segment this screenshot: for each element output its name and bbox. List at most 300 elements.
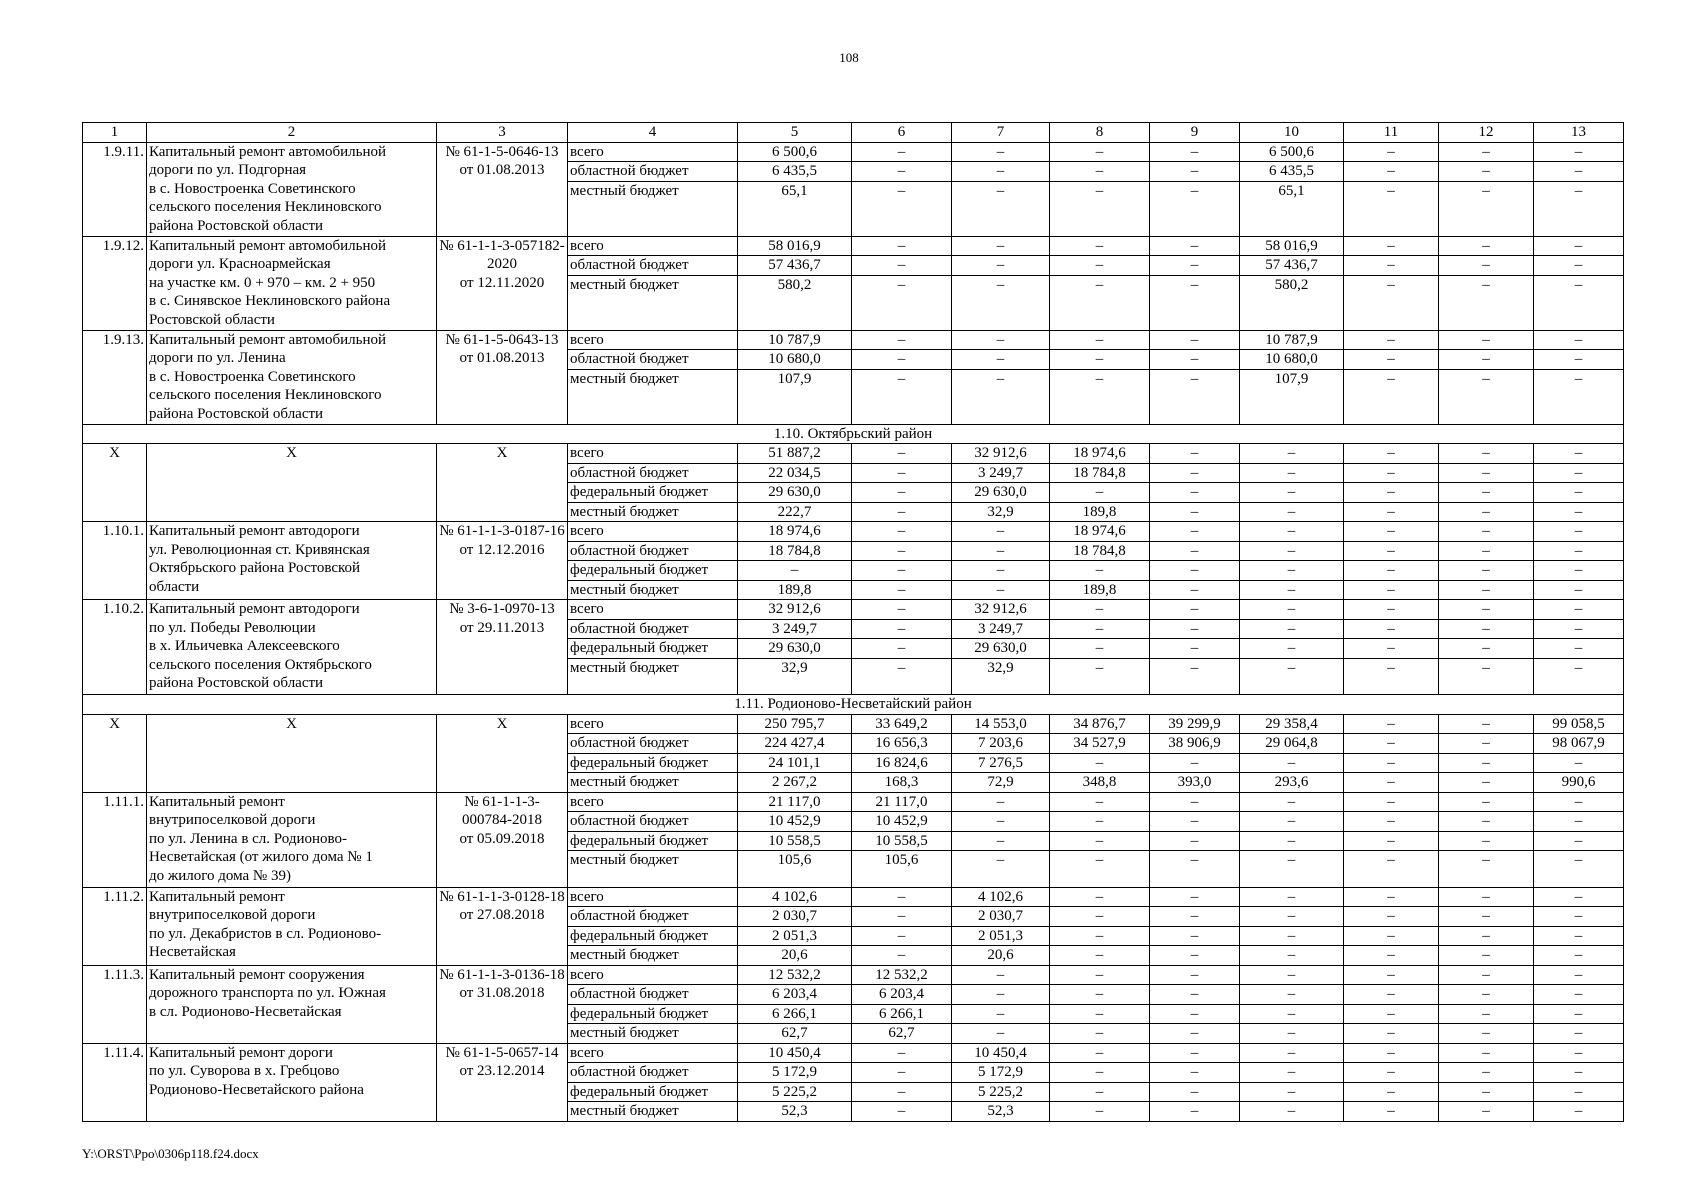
item-name-line: дорожного транспорта по ул. Южная	[149, 985, 386, 1001]
table-row	[83, 600, 1624, 620]
amount-cell: –	[1050, 619, 1150, 639]
amount-cell: –	[1534, 561, 1624, 581]
column-number: 11	[1344, 123, 1439, 143]
amount-cell: –	[1344, 561, 1439, 581]
item-document-line: от 31.08.2018	[459, 985, 545, 1001]
amount-cell: –	[1439, 658, 1534, 695]
amount-cell: –	[1439, 600, 1534, 620]
amount-cell: –	[1534, 619, 1624, 639]
amount-cell: –	[1344, 946, 1439, 966]
amount-cell: –	[1344, 580, 1439, 600]
item-name	[147, 714, 437, 792]
amount-cell: –	[1439, 1004, 1534, 1024]
amount-cell: 5 172,9	[738, 1063, 852, 1083]
amount-cell: –	[852, 142, 952, 162]
amount-cell: 6 203,4	[852, 985, 952, 1005]
amount-cell: 98 067,9	[1534, 734, 1624, 754]
amount-cell: –	[1534, 444, 1624, 464]
funding-type: всего	[568, 714, 738, 734]
column-number: 1	[83, 123, 147, 143]
funding-type: федеральный бюджет	[568, 561, 738, 581]
amount-cell: –	[1439, 350, 1534, 370]
amount-cell: 20,6	[738, 946, 852, 966]
item-name-line: Несветайская	[149, 944, 236, 960]
amount-cell: –	[1150, 181, 1240, 236]
column-number: 4	[568, 123, 738, 143]
amount-cell: –	[1439, 812, 1534, 832]
amount-cell: –	[1150, 792, 1240, 812]
amount-cell: –	[1534, 181, 1624, 236]
amount-cell: –	[1150, 502, 1240, 522]
amount-cell: –	[1240, 753, 1344, 773]
amount-cell: 51 887,2	[738, 444, 852, 464]
amount-cell: 2 030,7	[738, 907, 852, 927]
amount-cell: –	[1439, 1063, 1534, 1083]
amount-cell: 168,3	[852, 773, 952, 793]
amount-cell: –	[852, 502, 952, 522]
table-row	[83, 1043, 1624, 1063]
amount-cell: –	[1150, 1004, 1240, 1024]
item-name-line: Ростовской области	[149, 311, 275, 328]
amount-cell: –	[1240, 887, 1344, 907]
column-number: 5	[738, 123, 852, 143]
amount-cell: –	[1050, 350, 1150, 370]
amount-cell: –	[1439, 946, 1534, 966]
amount-cell: –	[1439, 502, 1534, 522]
amount-cell: 22 034,5	[738, 463, 852, 483]
item-id: 1.10.2.	[83, 600, 147, 695]
amount-cell: –	[852, 350, 952, 370]
amount-cell: –	[1150, 142, 1240, 162]
amount-cell: –	[1150, 561, 1240, 581]
section-row	[83, 695, 1624, 715]
item-document-line: № 61-1-1-3-0136-18	[439, 966, 565, 983]
item-document	[437, 887, 568, 965]
item-name	[147, 887, 437, 965]
amount-cell: –	[852, 541, 952, 561]
item-document	[437, 142, 568, 236]
amount-cell: –	[1344, 522, 1439, 542]
table-row	[83, 444, 1624, 464]
amount-cell: 5 225,2	[952, 1082, 1050, 1102]
amount-cell: 65,1	[738, 181, 852, 236]
item-document	[437, 444, 568, 522]
amount-cell: –	[1150, 965, 1240, 985]
amount-cell: –	[1534, 658, 1624, 695]
funding-type: областной бюджет	[568, 256, 738, 276]
amount-cell: –	[1240, 561, 1344, 581]
amount-cell: –	[1344, 256, 1439, 276]
section-row	[83, 424, 1624, 444]
amount-cell: 18 784,8	[1050, 541, 1150, 561]
amount-cell: –	[952, 142, 1050, 162]
table-row	[83, 965, 1624, 985]
amount-cell: 189,8	[1050, 580, 1150, 600]
item-name-line: по ул. Декабристов в сл. Родионово-	[149, 925, 382, 942]
funding-type: местный бюджет	[568, 369, 738, 424]
amount-cell: –	[1344, 1063, 1439, 1083]
amount-cell: 29 630,0	[738, 483, 852, 503]
amount-cell: –	[1150, 851, 1240, 888]
item-document-line: № 61-1-1-3-057182-	[439, 237, 565, 254]
amount-cell: –	[1439, 907, 1534, 927]
amount-cell: 10 558,5	[738, 831, 852, 851]
item-name-line: района Ростовской области	[149, 405, 324, 422]
amount-cell: –	[1240, 1004, 1344, 1024]
amount-cell: 72,9	[952, 773, 1050, 793]
funding-type: областной бюджет	[568, 907, 738, 927]
item-name-line: ул. Революционная ст. Кривянская	[149, 541, 370, 558]
amount-cell: –	[1150, 1024, 1240, 1044]
amount-cell: 32,9	[952, 502, 1050, 522]
item-name-line: Октябрьского района Ростовской	[149, 560, 361, 576]
amount-cell: –	[852, 444, 952, 464]
amount-cell: –	[1534, 502, 1624, 522]
amount-cell: –	[1344, 181, 1439, 236]
amount-cell: –	[852, 369, 952, 424]
amount-cell: –	[1344, 1004, 1439, 1024]
amount-cell: –	[1344, 792, 1439, 812]
funding-type: всего	[568, 444, 738, 464]
funding-type: всего	[568, 236, 738, 256]
amount-cell: –	[1240, 1102, 1344, 1122]
amount-cell: –	[1240, 541, 1344, 561]
item-document-line: от 01.08.2013	[459, 162, 545, 178]
amount-cell: –	[1534, 887, 1624, 907]
funding-type: федеральный бюджет	[568, 831, 738, 851]
amount-cell: 189,8	[1050, 502, 1150, 522]
table-row	[83, 142, 1624, 162]
amount-cell: –	[1050, 181, 1150, 236]
amount-cell: –	[1150, 444, 1240, 464]
amount-cell: –	[1240, 619, 1344, 639]
item-document-line: № 61-1-1-3-0128-18	[439, 888, 565, 905]
amount-cell: –	[1534, 600, 1624, 620]
amount-cell: –	[1344, 1043, 1439, 1063]
amount-cell: –	[1534, 1004, 1624, 1024]
amount-cell: –	[1240, 926, 1344, 946]
amount-cell: –	[1150, 619, 1240, 639]
amount-cell: 20,6	[952, 946, 1050, 966]
amount-cell: –	[1150, 639, 1240, 659]
item-name	[147, 522, 437, 600]
item-document	[437, 330, 568, 424]
item-document	[437, 600, 568, 695]
amount-cell: 10 787,9	[1240, 330, 1344, 350]
item-document	[437, 522, 568, 600]
column-number: 13	[1534, 123, 1624, 143]
funding-type: всего	[568, 142, 738, 162]
amount-cell: –	[1439, 369, 1534, 424]
funding-type: областной бюджет	[568, 541, 738, 561]
amount-cell: 990,6	[1534, 773, 1624, 793]
amount-cell: –	[1534, 965, 1624, 985]
amount-cell: –	[1534, 1102, 1624, 1122]
amount-cell: 21 117,0	[738, 792, 852, 812]
amount-cell: 10 680,0	[1240, 350, 1344, 370]
item-id: 1.11.1.	[83, 792, 147, 887]
amount-cell: –	[1150, 946, 1240, 966]
table-row	[83, 236, 1624, 256]
amount-cell: –	[952, 275, 1050, 330]
funding-type: местный бюджет	[568, 946, 738, 966]
amount-cell: –	[1344, 926, 1439, 946]
amount-cell: –	[1240, 483, 1344, 503]
amount-cell: –	[1439, 619, 1534, 639]
amount-cell: –	[1050, 330, 1150, 350]
amount-cell: 12 532,2	[852, 965, 952, 985]
amount-cell: 34 527,9	[1050, 734, 1150, 754]
amount-cell: –	[1150, 926, 1240, 946]
item-document	[437, 1043, 568, 1121]
item-name-line: по ул. Суворова в х. Гребцово	[149, 1063, 340, 1079]
amount-cell: –	[1439, 1082, 1534, 1102]
amount-cell: –	[852, 181, 952, 236]
amount-cell: –	[1534, 275, 1624, 330]
amount-cell: 29 064,8	[1240, 734, 1344, 754]
amount-cell: 57 436,7	[1240, 256, 1344, 276]
item-name-line: области	[149, 578, 200, 595]
amount-cell: –	[1344, 907, 1439, 927]
amount-cell: –	[1344, 831, 1439, 851]
amount-cell: –	[1150, 483, 1240, 503]
amount-cell: 14 553,0	[952, 714, 1050, 734]
item-document-line: от 12.12.2016	[459, 541, 545, 558]
item-name	[147, 792, 437, 887]
amount-cell: 3 249,7	[952, 619, 1050, 639]
amount-cell: –	[1150, 541, 1240, 561]
funding-type: местный бюджет	[568, 1102, 738, 1122]
amount-cell: –	[852, 1082, 952, 1102]
amount-cell: –	[1439, 734, 1534, 754]
amount-cell: –	[1344, 444, 1439, 464]
item-name-line: Капитальный ремонт автомобильной	[149, 143, 387, 160]
amount-cell: –	[1240, 965, 1344, 985]
amount-cell: 348,8	[1050, 773, 1150, 793]
amount-cell: –	[1240, 522, 1344, 542]
amount-cell: –	[1534, 907, 1624, 927]
amount-cell: 5 172,9	[952, 1063, 1050, 1083]
amount-cell: –	[1150, 256, 1240, 276]
amount-cell: –	[1439, 792, 1534, 812]
amount-cell: –	[1240, 792, 1344, 812]
amount-cell: 2 267,2	[738, 773, 852, 793]
amount-cell: 29 358,4	[1240, 714, 1344, 734]
item-name-line: Капитальный ремонт автомобильной	[149, 237, 387, 254]
amount-cell: –	[852, 236, 952, 256]
amount-cell: 6 435,5	[738, 162, 852, 182]
funding-type: федеральный бюджет	[568, 753, 738, 773]
amount-cell: –	[1534, 256, 1624, 276]
amount-cell: –	[1534, 639, 1624, 659]
amount-cell: –	[1439, 236, 1534, 256]
amount-cell: –	[1344, 1024, 1439, 1044]
amount-cell: 189,8	[738, 580, 852, 600]
amount-cell: –	[1534, 350, 1624, 370]
amount-cell: –	[1344, 142, 1439, 162]
amount-cell: –	[1240, 658, 1344, 695]
item-name-line: Капитальный ремонт	[149, 888, 285, 905]
amount-cell: –	[952, 965, 1050, 985]
amount-cell: –	[1050, 1102, 1150, 1122]
amount-cell: –	[1439, 851, 1534, 888]
amount-cell: –	[1439, 753, 1534, 773]
amount-cell: –	[1344, 639, 1439, 659]
section-title: 1.11. Родионово-Несветайский район	[83, 695, 1624, 715]
amount-cell: 6 435,5	[1240, 162, 1344, 182]
amount-cell: –	[952, 330, 1050, 350]
funding-type: всего	[568, 1043, 738, 1063]
item-document-line: № 61-1-5-0657-14	[445, 1044, 559, 1061]
amount-cell: –	[1534, 985, 1624, 1005]
amount-cell: –	[1439, 985, 1534, 1005]
column-number: 2	[147, 123, 437, 143]
amount-cell: –	[1439, 926, 1534, 946]
amount-cell: –	[1534, 236, 1624, 256]
item-name-line: на участке км. 0 + 970 – км. 2 + 950	[149, 274, 376, 291]
amount-cell: –	[1150, 1082, 1240, 1102]
amount-cell: –	[1344, 502, 1439, 522]
amount-cell: 3 249,7	[952, 463, 1050, 483]
item-name-line: по ул. Победы Революции	[149, 619, 316, 636]
amount-cell: –	[852, 330, 952, 350]
item-name-line: внутрипоселковой дороги	[149, 812, 316, 828]
amount-cell: –	[738, 561, 852, 581]
amount-cell: –	[1150, 463, 1240, 483]
amount-cell: –	[1050, 561, 1150, 581]
amount-cell: –	[1050, 812, 1150, 832]
amount-cell: –	[1534, 142, 1624, 162]
amount-cell: –	[1050, 1004, 1150, 1024]
item-document-line: № 61-1-1-3-	[464, 793, 540, 810]
item-name-line: Капитальный ремонт автодороги	[149, 601, 360, 617]
amount-cell: –	[1150, 330, 1240, 350]
item-name-line: по ул. Ленина в сл. Родионово-	[149, 830, 347, 847]
amount-cell: –	[1050, 985, 1150, 1005]
amount-cell: 6 500,6	[1240, 142, 1344, 162]
amount-cell: 62,7	[852, 1024, 952, 1044]
amount-cell: –	[1050, 369, 1150, 424]
amount-cell: –	[1439, 714, 1534, 734]
amount-cell: –	[952, 369, 1050, 424]
column-number: 3	[437, 123, 568, 143]
header-row	[83, 123, 1624, 143]
amount-cell: –	[1150, 1043, 1240, 1063]
amount-cell: –	[952, 831, 1050, 851]
amount-cell: 52,3	[738, 1102, 852, 1122]
amount-cell: –	[1050, 965, 1150, 985]
amount-cell: –	[852, 1043, 952, 1063]
item-document	[437, 792, 568, 887]
item-id: 1.10.1.	[83, 522, 147, 600]
item-id: X	[83, 444, 147, 522]
funding-type: федеральный бюджет	[568, 483, 738, 503]
amount-cell: –	[1534, 1063, 1624, 1083]
amount-cell: –	[852, 926, 952, 946]
amount-cell: –	[1150, 658, 1240, 695]
amount-cell: –	[1050, 753, 1150, 773]
amount-cell: –	[1050, 1024, 1150, 1044]
table-row	[83, 522, 1624, 542]
table-row	[83, 792, 1624, 812]
item-name-line: дороги по ул. Подгорная	[149, 162, 307, 178]
amount-cell: 38 906,9	[1150, 734, 1240, 754]
section-title: 1.10. Октябрьский район	[83, 424, 1624, 444]
item-document-line: № 61-1-5-0643-13	[445, 331, 559, 348]
item-name-line: X	[286, 445, 297, 461]
amount-cell: –	[1344, 734, 1439, 754]
amount-cell: 16 824,6	[852, 753, 952, 773]
amount-cell: –	[1050, 792, 1150, 812]
amount-cell: –	[952, 541, 1050, 561]
column-number: 12	[1439, 123, 1534, 143]
amount-cell: 21 117,0	[852, 792, 952, 812]
amount-cell: 105,6	[852, 851, 952, 888]
item-document-line: от 05.09.2018	[459, 830, 545, 847]
amount-cell: –	[1050, 1063, 1150, 1083]
amount-cell: –	[1534, 1043, 1624, 1063]
amount-cell: 10 450,4	[952, 1043, 1050, 1063]
amount-cell: 4 102,6	[738, 887, 852, 907]
amount-cell: –	[1534, 330, 1624, 350]
amount-cell: –	[1344, 236, 1439, 256]
amount-cell: –	[1534, 851, 1624, 888]
funding-type: всего	[568, 600, 738, 620]
amount-cell: –	[852, 639, 952, 659]
item-document-line: 000784-2018	[462, 812, 542, 828]
amount-cell: –	[1534, 831, 1624, 851]
amount-cell: –	[1344, 851, 1439, 888]
amount-cell: 224 427,4	[738, 734, 852, 754]
amount-cell: –	[1439, 142, 1534, 162]
amount-cell: 2 030,7	[952, 907, 1050, 927]
amount-cell: –	[1344, 887, 1439, 907]
column-number: 6	[852, 123, 952, 143]
amount-cell: –	[1439, 773, 1534, 793]
amount-cell: –	[1534, 812, 1624, 832]
amount-cell: –	[1344, 330, 1439, 350]
table-row	[83, 714, 1624, 734]
amount-cell: 6 266,1	[852, 1004, 952, 1024]
amount-cell: –	[1344, 350, 1439, 370]
funding-type: областной бюджет	[568, 619, 738, 639]
amount-cell: 6 500,6	[738, 142, 852, 162]
amount-cell: –	[1240, 851, 1344, 888]
amount-cell: –	[1439, 483, 1534, 503]
item-name-line: сельского поселения Неклиновского	[149, 199, 382, 215]
budget-table	[82, 122, 1624, 1122]
item-document-line: от 27.08.2018	[459, 907, 545, 923]
funding-type: местный бюджет	[568, 580, 738, 600]
amount-cell: –	[1150, 985, 1240, 1005]
amount-cell: –	[1050, 483, 1150, 503]
amount-cell: 5 225,2	[738, 1082, 852, 1102]
amount-cell: –	[852, 1063, 952, 1083]
funding-type: областной бюджет	[568, 985, 738, 1005]
amount-cell: 18 784,8	[1050, 463, 1150, 483]
item-name	[147, 330, 437, 424]
item-id: 1.9.12.	[83, 236, 147, 330]
item-name-line: Несветайская (от жилого дома № 1	[149, 849, 373, 865]
amount-cell: –	[952, 792, 1050, 812]
amount-cell: 10 787,9	[738, 330, 852, 350]
amount-cell: –	[1150, 580, 1240, 600]
funding-type: федеральный бюджет	[568, 639, 738, 659]
amount-cell: –	[852, 463, 952, 483]
item-document	[437, 236, 568, 330]
amount-cell: 2 051,3	[738, 926, 852, 946]
amount-cell: –	[1439, 330, 1534, 350]
